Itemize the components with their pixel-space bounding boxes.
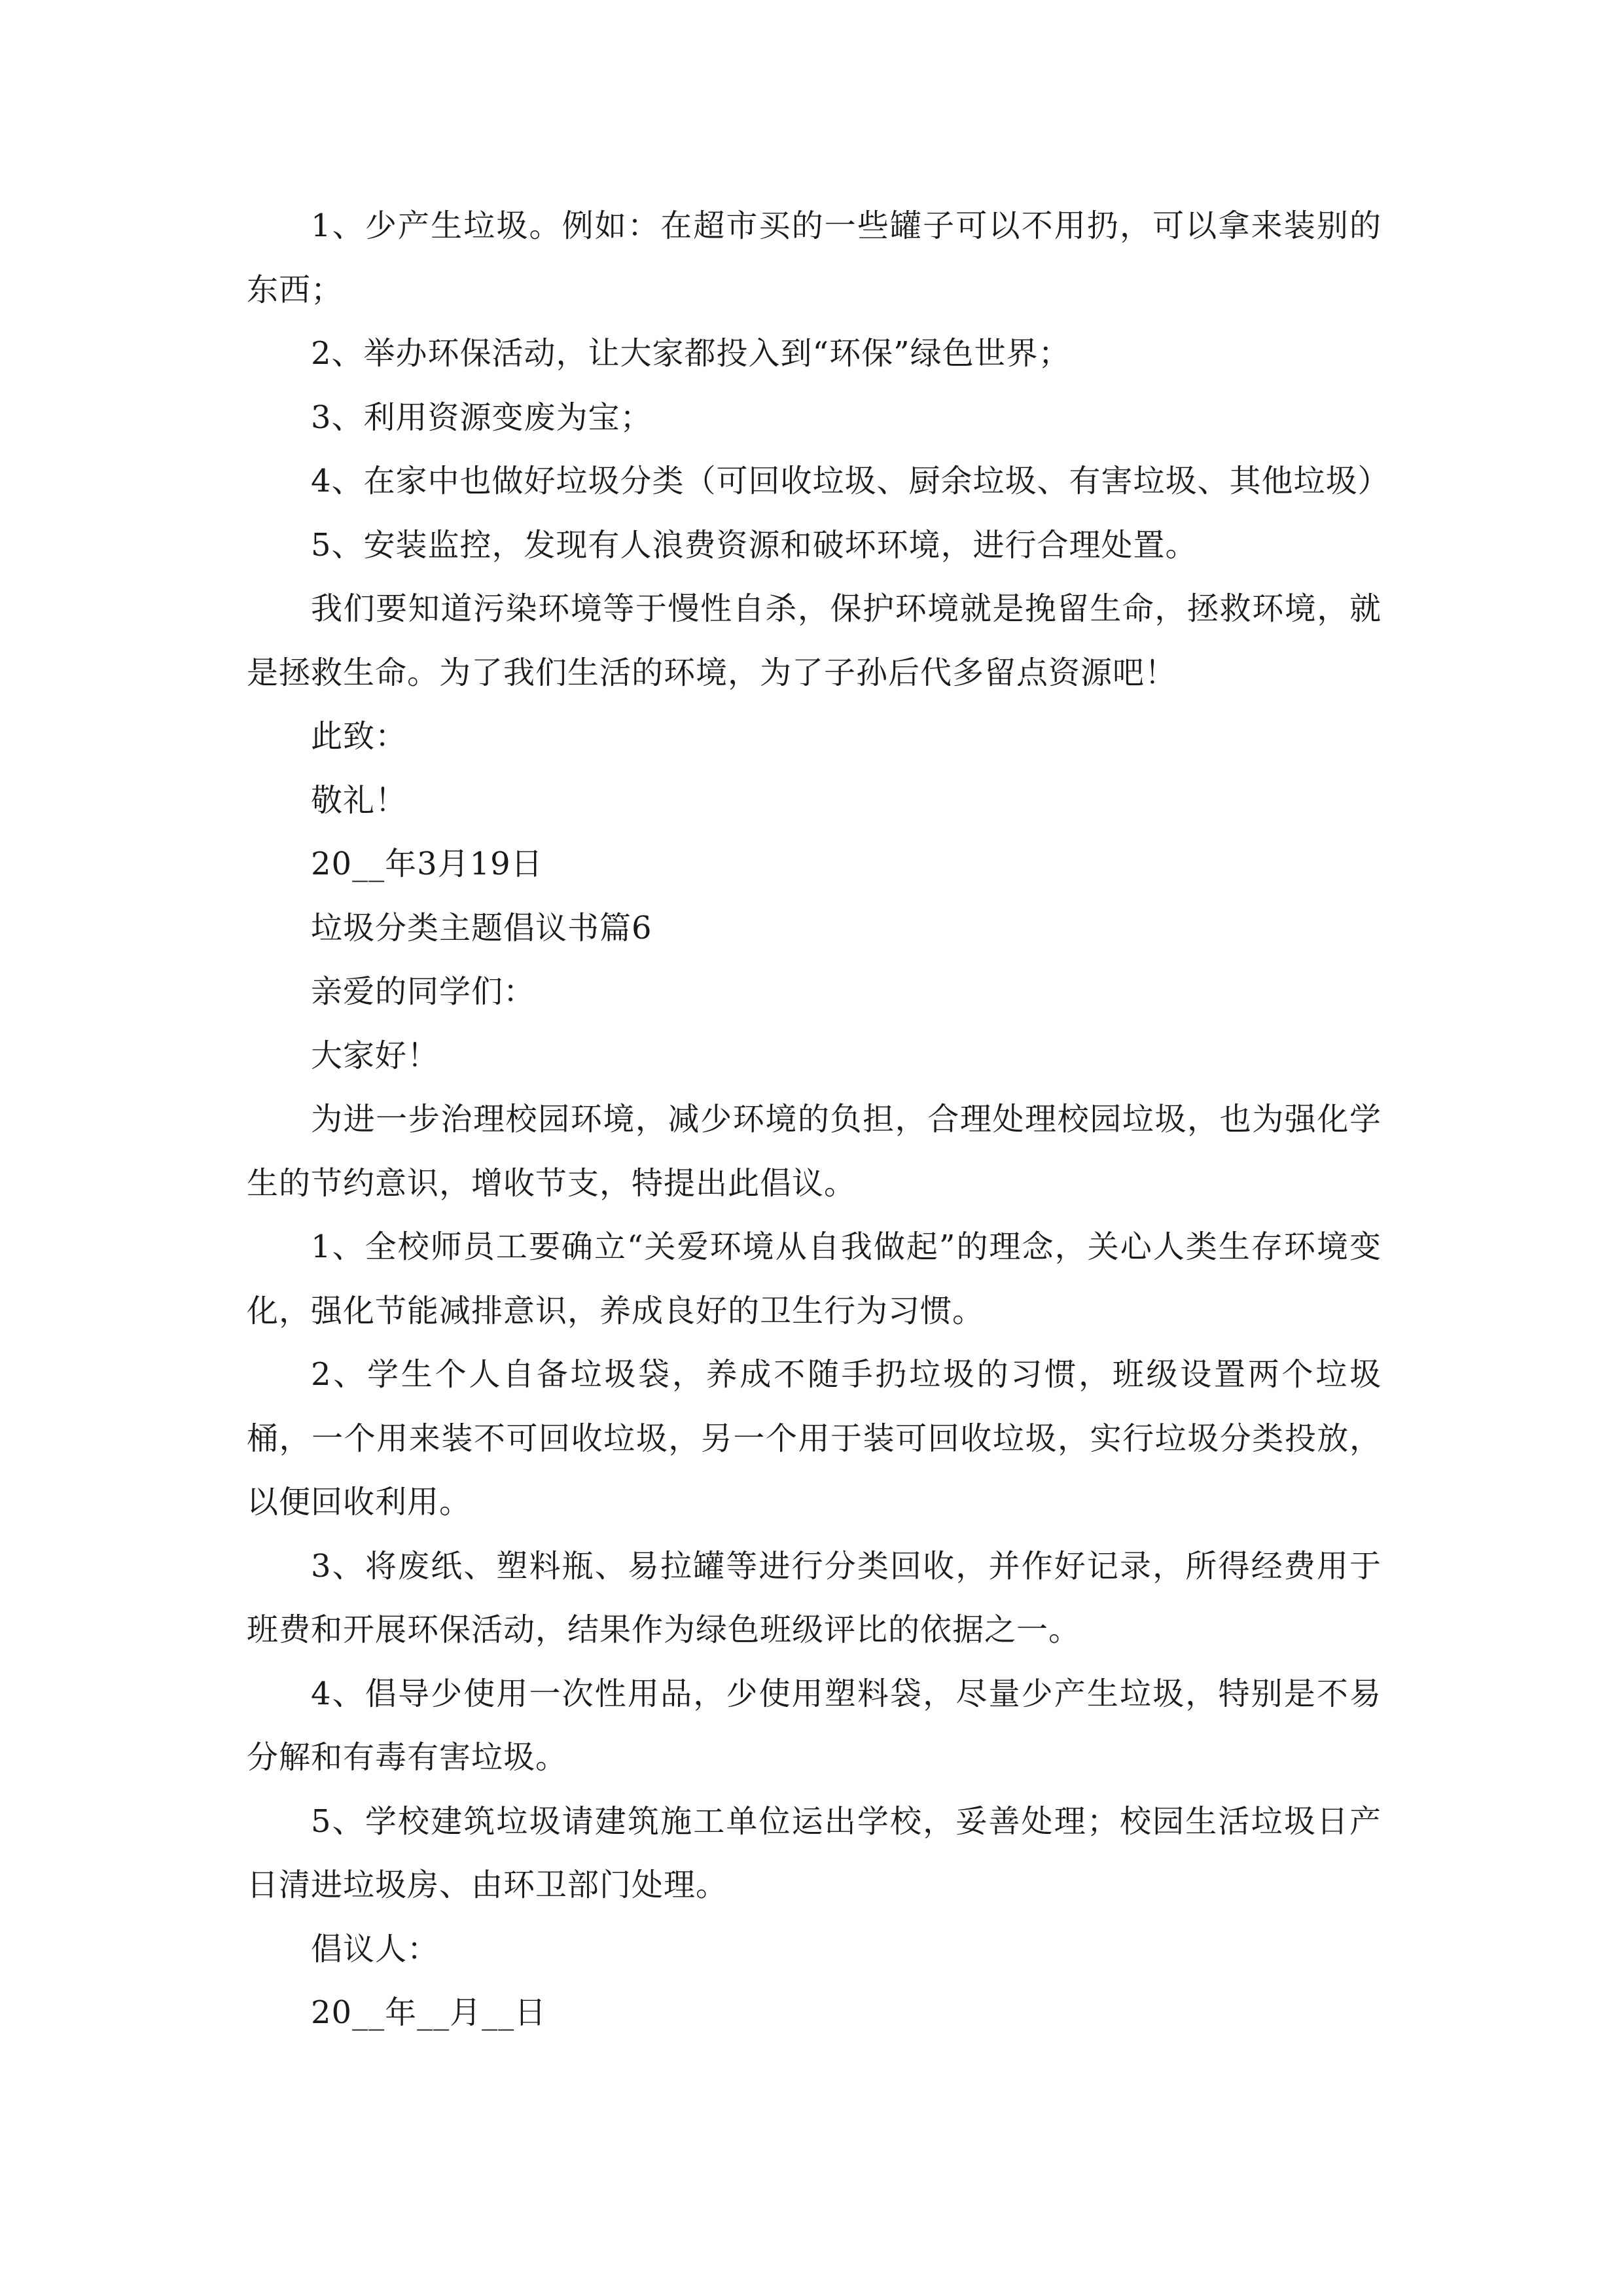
closing-salutation: 此致： [311,718,408,755]
paragraph-proposal-1: 1、全校师员工要确立“关爱环境从自我做起”的理念，关心人类生存环境变化，强化节能减排意识，养成良好的卫生行为习惯。 [247,1229,1382,1329]
paragraph-proposal-3: 3、将废纸、塑料瓶、易拉罐等进行分类回收，并作好记录，所得经费用于班费和开展环保活动，结果作为绿色班级评比的依据之一。 [247,1547,1382,1648]
hello-line: 大家好！ [311,1037,440,1074]
paragraph-conclusion: 我们要知道污染环境等于慢性自杀，保护环境就是挽留生命，拯救环境，就是拯救生命。为了我们生活的环境，为了子孙后代多留点资源吧！ [247,590,1382,691]
paragraph-tip-1: 1、少产生垃圾。例如：在超市买的一些罐子可以不用扔，可以拿来装别的东西； [247,207,1382,308]
section-title: 垃圾分类主题倡议书篇6 [311,909,652,946]
paragraph-tip-4: 4、在家中也做好垃圾分类（可回收垃圾、厨余垃圾、有害垃圾、其他垃圾） [311,463,1390,499]
proposer-line: 倡议人： [311,1930,440,1967]
paragraph-tip-3: 3、利用资源变废为宝； [311,399,652,436]
paragraph-tip-2: 2、举办环保活动，让大家都投入到“环保”绿色世界； [311,335,1071,372]
greeting-line: 亲爱的同学们： [311,973,536,1010]
document-body [247,194,1390,2045]
paragraph-proposal-4: 4、倡导少使用一次性用品，少使用塑料袋，尽量少产生垃圾，特别是不易分解和有毒有害垃圾。 [247,1675,1382,1776]
date-line: 20__年3月19日 [311,846,543,882]
date-line-blank: 20__年__月__日 [311,1994,547,2031]
paragraph-tip-5: 5、安装监控，发现有人浪费资源和破坏环境，进行合理处置。 [311,526,1198,564]
paragraph-proposal-2: 2、学生个人自备垃圾袋，养成不随手扔垃圾的习惯，班级设置两个垃圾桶，一个用来装不可回收垃圾，另一个用于装可回收垃圾，实行垃圾分类投放，以便回收利用。 [247,1356,1382,1520]
paragraph-proposal-5: 5、学校建筑垃圾请建筑施工单位运出学校，妥善处理；校园生活垃圾日产日清进垃圾房、由环卫部门处理。 [247,1803,1382,1903]
paragraph-intro: 为进一步治理校园环境，减少环境的负担，合理处理校园垃圾，也为强化学生的节约意识，增收节支，特提出此倡议。 [247,1101,1382,1202]
closing-respect: 敬礼！ [311,781,408,819]
